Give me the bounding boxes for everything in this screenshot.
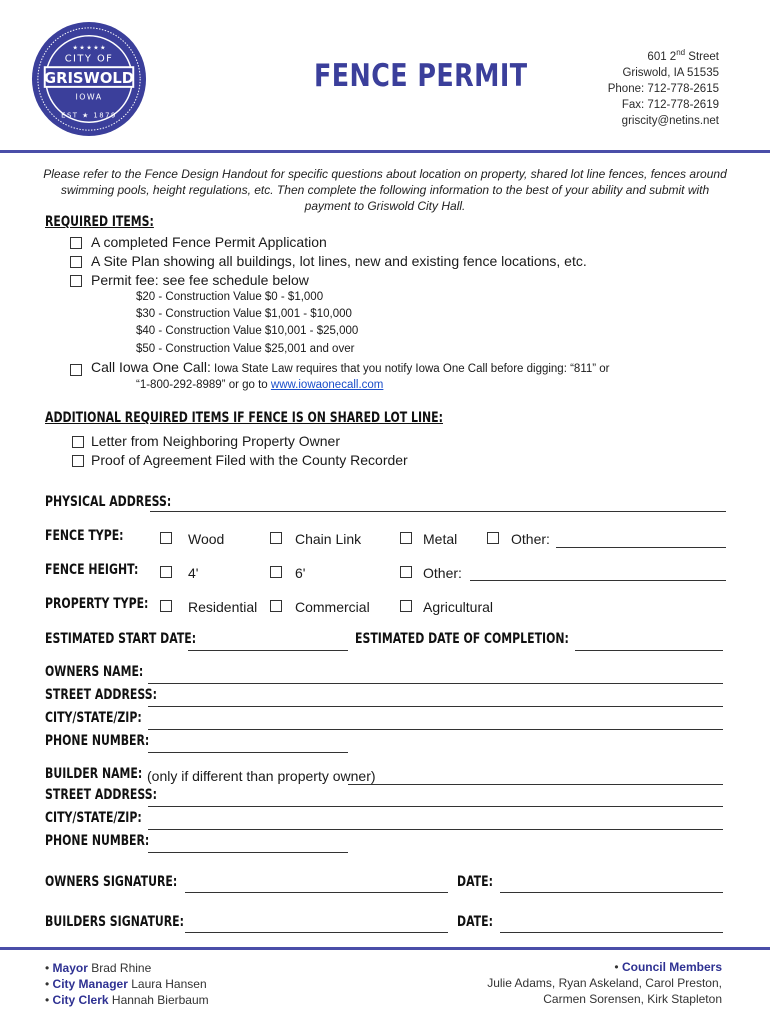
owner-street-address-field[interactable] <box>148 706 723 707</box>
iowa-one-call-link[interactable]: www.iowaonecall.com <box>270 379 384 391</box>
owner-city-state-zip-field[interactable] <box>148 729 723 730</box>
fence-type-chain-link-checkbox[interactable] <box>270 532 282 544</box>
shared-item-label: Letter from Neighboring Property Owner <box>91 433 340 449</box>
builders-signature-field[interactable] <box>185 932 448 933</box>
intro-paragraph: Please refer to the Fence Design Handout for specific questions about location on property, shared lot line fences, fences around swimming pools, height regulations, etc. Then complete the following information to the best of your ability and submit with payment to Griswold City Hall. <box>43 167 727 213</box>
fence-type-chain-link-label: Chain Link <box>295 531 362 547</box>
contact-block <box>608 45 719 129</box>
header-divider <box>0 150 770 153</box>
iowa-one-call-checkbox[interactable] <box>70 364 82 376</box>
contact-phone: Phone: 712-778-2615 <box>607 82 719 95</box>
official-mayor: • Mayor Brad Rhine <box>45 961 152 975</box>
council-members <box>487 959 722 1007</box>
builder-name-note: (only if different than property owner) <box>147 768 376 784</box>
shared-item-checkbox[interactable] <box>72 455 84 467</box>
builders-date-field[interactable] <box>500 932 723 933</box>
owners-date-label: DATE: <box>457 874 493 890</box>
property-type-residential-checkbox[interactable] <box>160 600 172 612</box>
owner-phone-label: PHONE NUMBER: <box>45 733 150 749</box>
builder-phone-label: PHONE NUMBER: <box>45 833 150 849</box>
required-items-heading: REQUIRED ITEMS: <box>45 214 154 230</box>
owner-street-address-label: STREET ADDRESS: <box>45 687 157 703</box>
completion-date-label: ESTIMATED DATE OF COMPLETION: <box>355 631 569 647</box>
fence-type-wood-label: Wood <box>188 531 225 547</box>
fence-type-label: FENCE TYPE: <box>45 528 124 544</box>
required-item-checkbox[interactable] <box>70 275 82 287</box>
required-item-checkbox[interactable] <box>70 256 82 268</box>
fence-height-4-checkbox[interactable] <box>160 566 172 578</box>
owner-city-state-zip-label: CITY/STATE/ZIP: <box>45 710 142 726</box>
fee-schedule-item: $50 - Construction Value $25,001 and over <box>136 343 355 355</box>
fee-schedule-item: $30 - Construction Value $1,001 - $10,000 <box>136 308 352 320</box>
svg-text:GRISWOLD: GRISWOLD <box>43 69 135 87</box>
property-type-label: PROPERTY TYPE: <box>45 596 149 612</box>
page-title: FENCE PERMIT <box>314 58 528 94</box>
required-item-checkbox[interactable] <box>70 237 82 249</box>
fence-height-4-label: 4' <box>188 565 199 581</box>
required-item-label: Permit fee: see fee schedule below <box>91 272 309 288</box>
completion-date-field[interactable] <box>575 650 723 651</box>
builder-street-address-label: STREET ADDRESS: <box>45 787 157 803</box>
physical-address-field[interactable] <box>150 511 726 512</box>
property-type-residential-label: Residential <box>188 599 258 615</box>
fence-height-other-label: Other: <box>423 565 462 581</box>
property-type-agricultural-checkbox[interactable] <box>400 600 412 612</box>
owners-name-label: OWNERS NAME: <box>45 664 144 680</box>
footer-divider <box>0 947 770 950</box>
builder-name-label: BUILDER NAME: <box>45 766 143 782</box>
svg-text:EST ★ 1879: EST ★ 1879 <box>61 111 117 120</box>
city-seal-logo <box>30 20 148 138</box>
start-date-label: ESTIMATED START DATE: <box>45 631 197 647</box>
contact-fax: Fax: 712-778-2619 <box>621 98 719 111</box>
fence-height-6-checkbox[interactable] <box>270 566 282 578</box>
builder-city-state-zip-field[interactable] <box>148 829 723 830</box>
svg-text:CITY OF: CITY OF <box>64 53 114 65</box>
owners-signature-label: OWNERS SIGNATURE: <box>45 874 178 890</box>
fence-type-wood-checkbox[interactable] <box>160 532 172 544</box>
builder-phone-field[interactable] <box>148 852 348 853</box>
contact-email: griscity@netins.net <box>621 114 719 127</box>
fee-schedule-item: $40 - Construction Value $10,001 - $25,000 <box>136 325 359 337</box>
builders-date-label: DATE: <box>457 914 493 930</box>
contact-street: 601 2nd Street <box>647 48 719 63</box>
iowa-one-call-text: Call Iowa One Call: Iowa State Law requires that you notify Iowa One Call before digging: “811” or <box>91 359 610 375</box>
shared-item-checkbox[interactable] <box>72 436 84 448</box>
owners-date-field[interactable] <box>500 892 723 893</box>
fence-type-metal-label: Metal <box>423 531 458 547</box>
builders-signature-label: BUILDERS SIGNATURE: <box>45 914 184 930</box>
builder-city-state-zip-label: CITY/STATE/ZIP: <box>45 810 142 826</box>
start-date-field[interactable] <box>188 650 348 651</box>
property-type-agricultural-label: Agricultural <box>423 599 494 615</box>
owner-phone-field[interactable] <box>148 752 348 753</box>
shared-item-label: Proof of Agreement Filed with the County Recorder <box>91 452 408 468</box>
council-heading: • Council Members <box>614 960 722 974</box>
contact-city: Griswold, IA 51535 <box>622 66 719 79</box>
builder-name-field[interactable] <box>348 784 723 785</box>
council-line: Julie Adams, Ryan Askeland, Carol Preston, <box>487 976 722 990</box>
fence-height-other-field[interactable] <box>470 580 726 581</box>
fence-height-6-label: 6' <box>295 565 306 581</box>
fence-height-other-checkbox[interactable] <box>400 566 412 578</box>
builder-street-address-field[interactable] <box>148 806 723 807</box>
owners-name-field[interactable] <box>148 683 723 684</box>
shared-lot-line-heading: ADDITIONAL REQUIRED ITEMS IF FENCE IS ON SHARED LOT LINE: <box>45 410 444 426</box>
fence-height-label: FENCE HEIGHT: <box>45 562 139 578</box>
fence-type-other-label: Other: <box>511 531 550 547</box>
svg-text:★ ★ ★ ★ ★: ★ ★ ★ ★ ★ <box>72 45 106 52</box>
physical-address-label: PHYSICAL ADDRESS: <box>45 494 172 510</box>
iowa-one-call-text-continued: “1-800-292-8989” or go to www.iowaonecall.com <box>136 379 384 391</box>
fence-type-other-field[interactable] <box>556 547 726 548</box>
required-item-label: A completed Fence Permit Application <box>91 234 327 250</box>
city-officials <box>45 960 209 1008</box>
property-type-commercial-label: Commercial <box>295 599 370 615</box>
official-city-clerk: • City Clerk Hannah Bierbaum <box>45 993 209 1007</box>
svg-text:IOWA: IOWA <box>75 92 103 102</box>
required-item-label: A Site Plan showing all buildings, lot lines, new and existing fence locations, etc. <box>91 253 587 269</box>
council-line: Carmen Sorensen, Kirk Stapleton <box>543 992 722 1006</box>
fence-type-other-checkbox[interactable] <box>487 532 499 544</box>
fee-schedule-item: $20 - Construction Value $0 - $1,000 <box>136 291 324 303</box>
owners-signature-field[interactable] <box>185 892 448 893</box>
fence-type-metal-checkbox[interactable] <box>400 532 412 544</box>
official-city-manager: • City Manager Laura Hansen <box>45 977 207 991</box>
property-type-commercial-checkbox[interactable] <box>270 600 282 612</box>
